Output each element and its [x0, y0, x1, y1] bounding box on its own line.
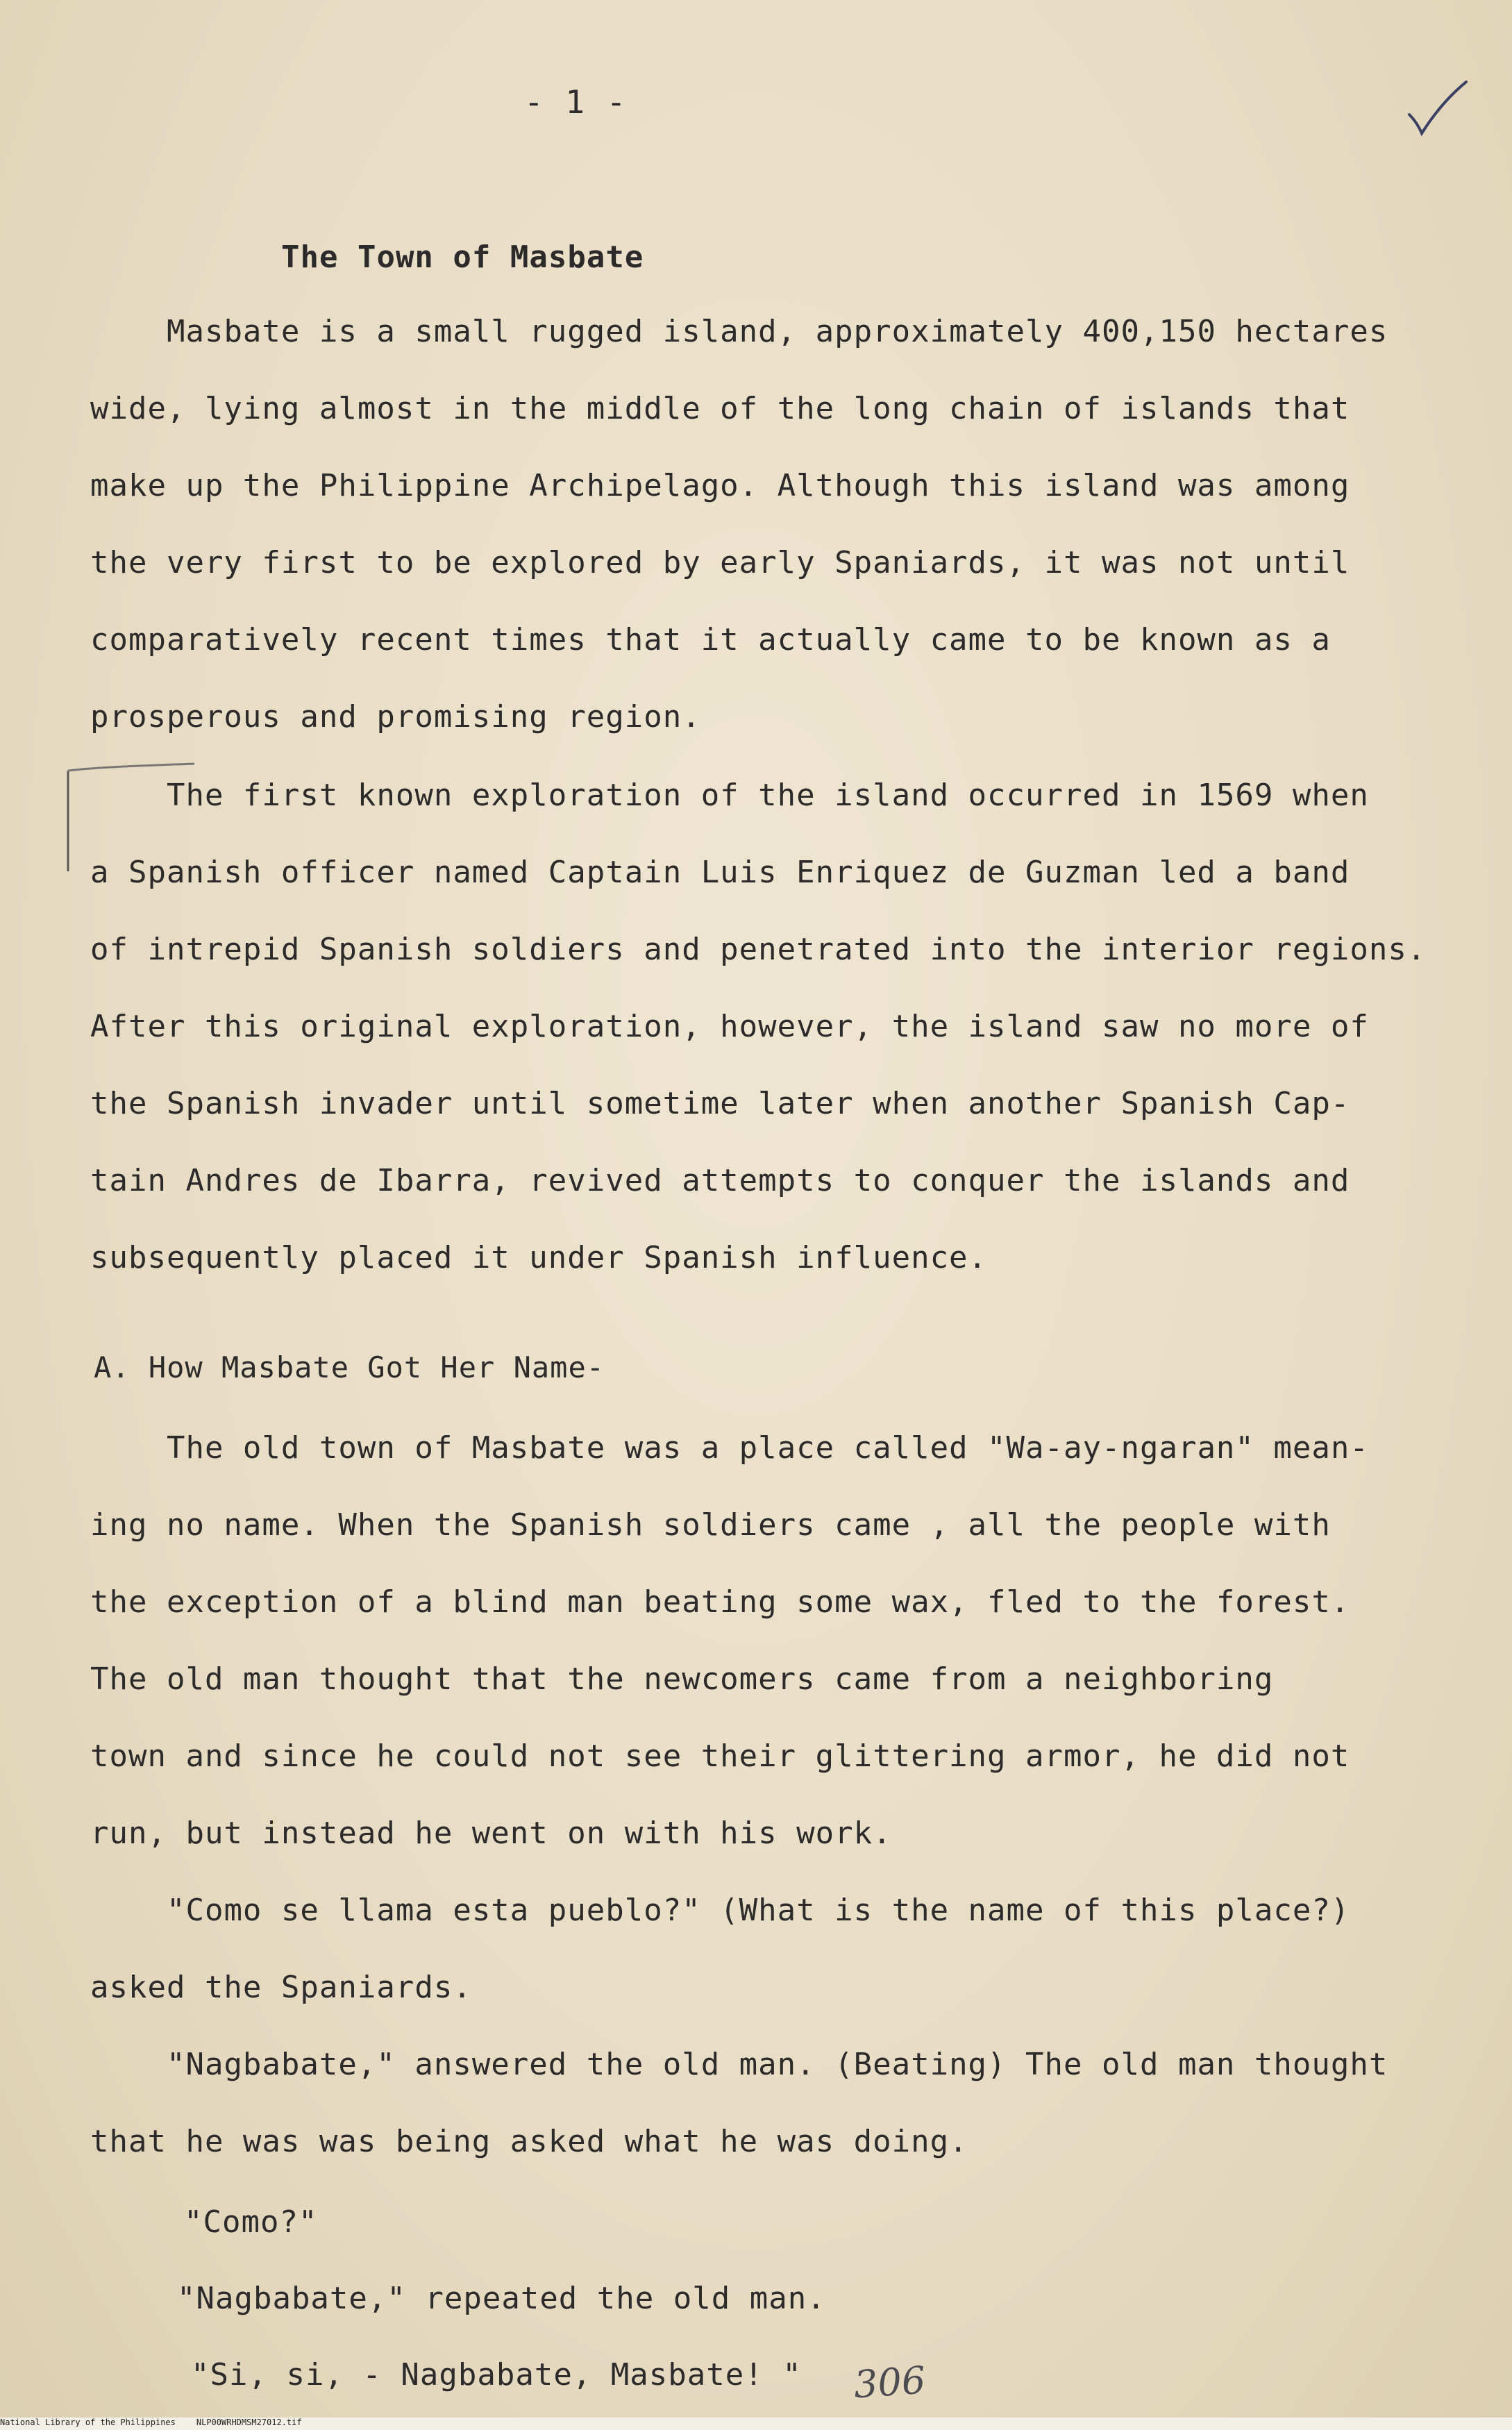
footer-library: National Library of the Philippines	[0, 2418, 176, 2427]
dialogue-line: "Nagbabate," repeated the old man.	[177, 2281, 826, 2316]
paragraph-name-origin: The old town of Masbate was a place called "Wa-ay-ngaran" mean- ing no name. When the Spanish soldiers came , all the people with the exception of a blind man beating some wax, fled to the forest. The old man thought that the newcomers came from a neighboring town and since he could not see their glittering armor, he did not run, but instead he went on with his work. "Como se llama esta pueblo?" (What is the name of this place?) asked the Spaniards. "Nagbabate," answered the old man. (Beating) The old man thought that he was was being asked what he was doing.	[90, 1430, 1388, 2159]
dialogue-line: "Si, si, - Nagbabate, Masbate! "	[191, 2357, 802, 2393]
paragraph-exploration: The first known exploration of the island occurred in 1569 when a Spanish officer named Captain Luis Enriquez de Guzman led a band of intrepid Spanish soldiers and penetrated into the interior regions. After this original exploration, however, the island saw no more of the Spanish invader until sometime later when another Spanish Cap- tain Andres de Ibarra, revived attempts to conquer the islands and subsequently placed it under Spanish influence.	[90, 778, 1427, 1275]
dialogue-line: "Como?"	[184, 2204, 318, 2240]
footer-caption	[0, 2418, 302, 2427]
check-mark-icon	[1402, 76, 1472, 146]
paragraph-intro: Masbate is a small rugged island, approximately 400,150 hectares wide, lying almost in the middle of the long chain of islands that make up the Philippine Archipelago. Although this island was among the very first to be explored by early Spaniards, it was not until comparatively recent times that it actually came to be known as a prosperous and promising region.	[90, 314, 1388, 735]
page-number: - 1 -	[524, 83, 628, 121]
page-title: The Town of Masbate	[281, 240, 644, 275]
section-heading: A. How Masbate Got Her Name-	[94, 1350, 605, 1384]
handwritten-page-number: 306	[852, 2358, 927, 2407]
footer-file: NLP00WRHDMSM27012.tif	[196, 2418, 302, 2427]
